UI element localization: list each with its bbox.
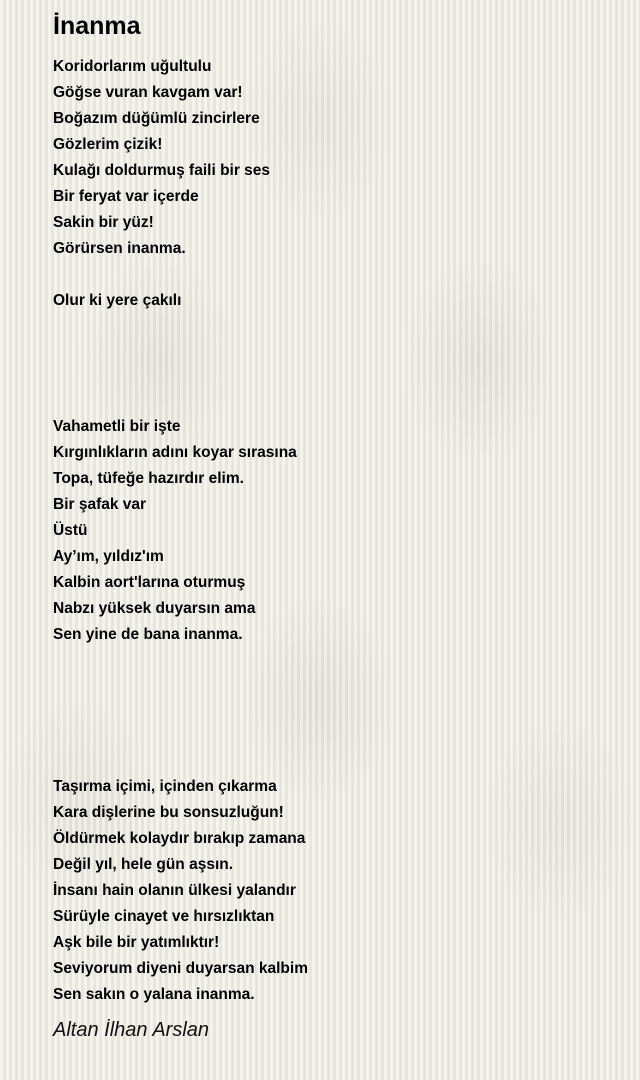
poem-line: İnsanı hain olanın ülkesi yalandır — [53, 882, 296, 899]
poem-line: Sürüyle cinayet ve hırsızlıktan — [53, 908, 275, 925]
poem-line: Kulağı doldurmuş faili bir ses — [53, 162, 271, 179]
poem-line: Sen yine de bana inanma. — [53, 626, 243, 643]
poem-line: Koridorlarım uğultulu — [53, 58, 212, 75]
poem-line: Gözlerim çizik! — [53, 136, 163, 153]
poem-line: Sen sakın o yalana inanma. — [53, 986, 255, 1003]
poem-line: Kalbin aort'larına oturmuş — [53, 574, 246, 591]
poem-line: Bir feryat var içerde — [53, 188, 199, 205]
poem-line: Göğse vuran kavgam var! — [53, 84, 243, 101]
poem-line: Aşk bile bir yatımlıktır! — [53, 934, 220, 951]
poem-line: Kırgınlıkların adını koyar sırasına — [53, 444, 297, 461]
poem-line: Nabzı yüksek duyarsın ama — [53, 600, 256, 617]
poem-line: Seviyorum diyeni duyarsan kalbim — [53, 960, 308, 977]
poem-line: Görürsen inanma. — [53, 240, 186, 257]
poem-title: İnanma — [53, 12, 141, 40]
poem-line: Üstü — [53, 522, 88, 539]
poem-line: Olur ki yere çakılı — [53, 292, 182, 309]
stanza-gap — [53, 314, 613, 414]
stanza-1 — [53, 54, 613, 262]
poem-author: Altan İlhan Arslan — [53, 1019, 210, 1041]
stanza-gap — [53, 262, 613, 288]
poem-line: Boğazım düğümlü zincirlere — [53, 110, 260, 127]
poem-line: Taşırma içimi, içinden çıkarma — [53, 778, 277, 795]
poem-line: Kara dişlerine bu sonsuzluğun! — [53, 804, 284, 821]
poem-line: Sakin bir yüz! — [53, 214, 154, 231]
poem-line: Değil yıl, hele gün aşsın. — [53, 856, 234, 873]
stanza-2 — [53, 288, 613, 314]
poem-line: Bir şafak var — [53, 496, 147, 513]
stanza-gap — [53, 648, 613, 774]
poem-line: Vahametli bir işte — [53, 418, 181, 435]
poem-line: Topa, tüfeğe hazırdır elim. — [53, 470, 244, 487]
poem-container — [53, 10, 613, 1044]
stanza-3 — [53, 414, 613, 648]
stanza-4 — [53, 774, 613, 1008]
poem-line: Öldürmek kolaydır bırakıp zamana — [53, 830, 306, 847]
poem-line: Ay’ım, yıldız'ım — [53, 548, 164, 565]
